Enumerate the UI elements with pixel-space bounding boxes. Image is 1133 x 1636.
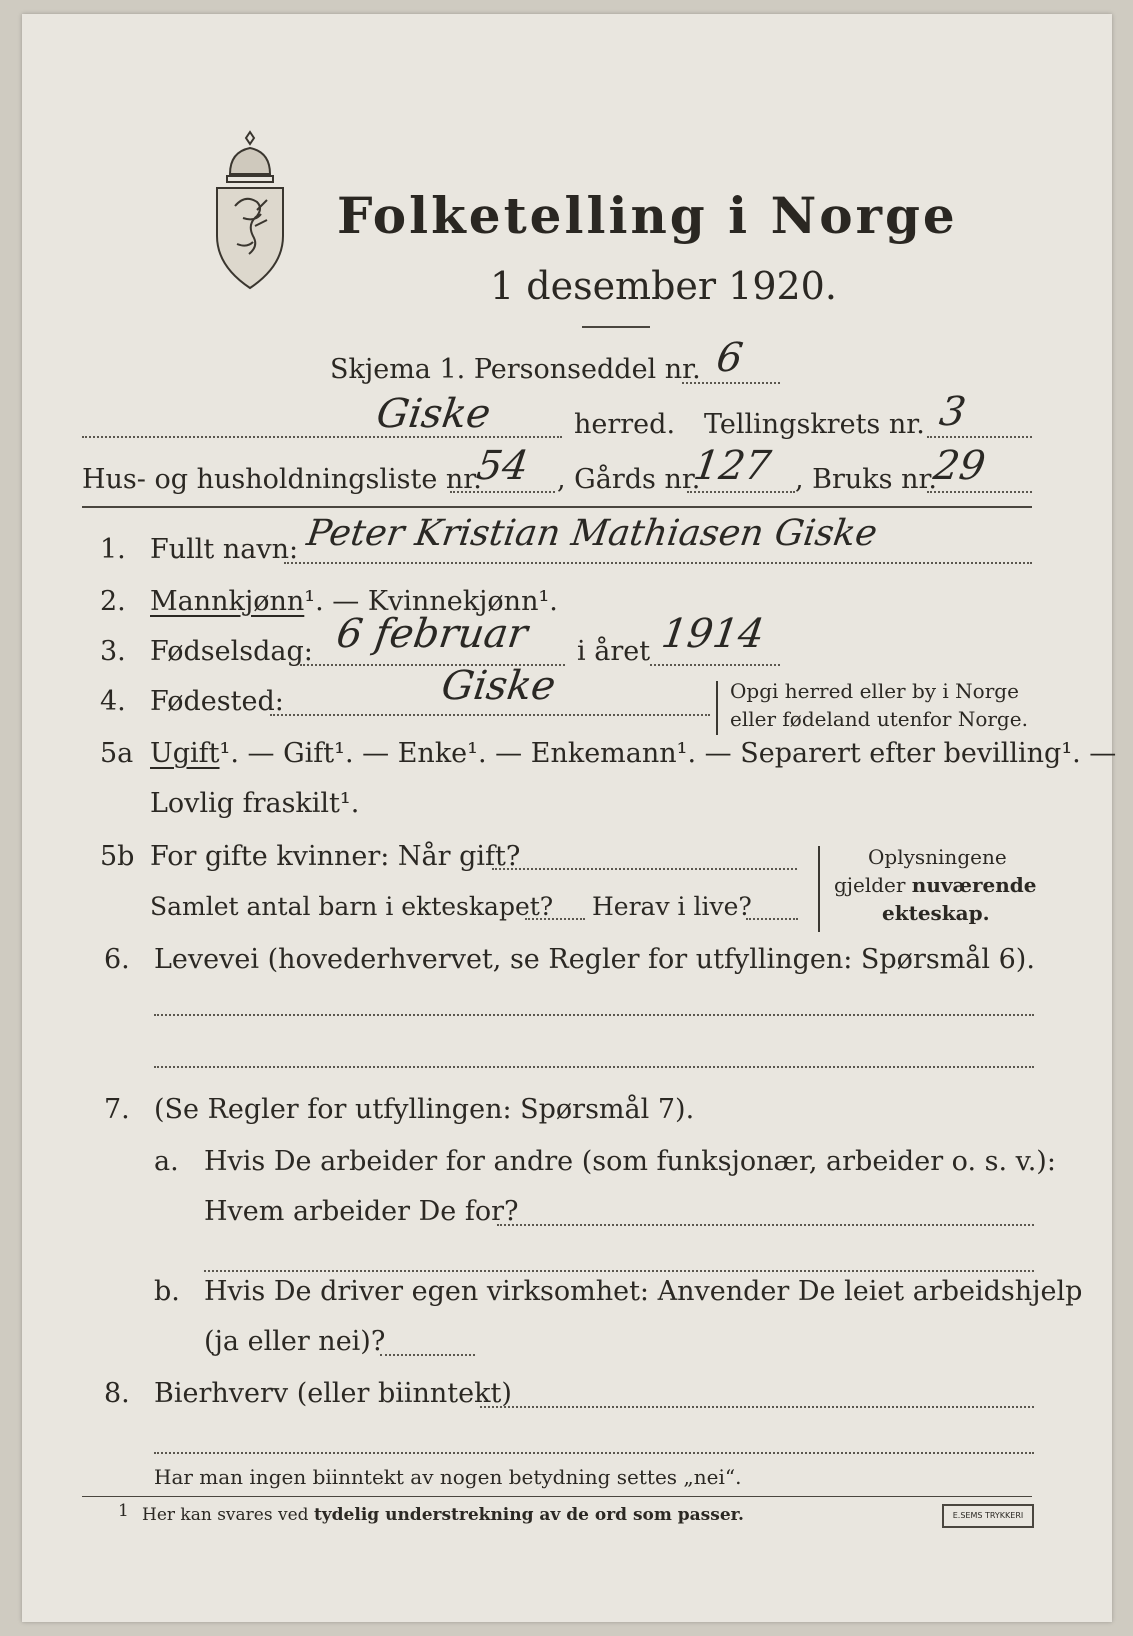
tellingskrets-label: Tellingskrets nr. bbox=[704, 409, 925, 440]
census-date: 1 desember 1920. bbox=[490, 264, 837, 308]
q7b-letter: b. bbox=[154, 1276, 180, 1307]
q7a-letter: a. bbox=[154, 1146, 179, 1177]
footer-divider bbox=[82, 1496, 1032, 1497]
q1-number: 1. bbox=[100, 534, 126, 565]
q6-number: 6. bbox=[104, 944, 130, 975]
q4-note-brace bbox=[716, 681, 718, 735]
bruks-label: , Bruks nr. bbox=[795, 464, 938, 495]
q5a-line2[interactable]: Lovlig fraskilt¹. bbox=[150, 788, 360, 819]
q3-year-label: i året bbox=[577, 636, 651, 667]
q5a-ugift-option[interactable]: Ugift bbox=[150, 738, 220, 769]
herred-label: herred. bbox=[574, 409, 676, 440]
census-form-sheet bbox=[22, 14, 1117, 1622]
q5b-alive-dotline[interactable] bbox=[746, 918, 798, 920]
q6-answer-line1[interactable] bbox=[154, 1014, 1034, 1016]
q8-number: 8. bbox=[104, 1378, 130, 1409]
q3-label: Fødselsdag: bbox=[150, 636, 313, 667]
q4-note-line1: Opgi herred eller by i Norge bbox=[730, 679, 1019, 703]
q8-answer-line2[interactable] bbox=[154, 1452, 1034, 1454]
q7b-line2: (ja eller nei)? bbox=[204, 1326, 386, 1357]
q3-year-value[interactable]: 1914 bbox=[658, 611, 768, 657]
title-divider bbox=[582, 326, 650, 328]
herred-dotline bbox=[82, 436, 562, 438]
q7a-answer-line2[interactable] bbox=[204, 1270, 1034, 1272]
q7a-line1: Hvis De arbeider for andre (som funksjonær, arbeider o. s. v.): bbox=[204, 1146, 1056, 1177]
q7b-answer-line[interactable] bbox=[380, 1354, 475, 1356]
q7b-line1: Hvis De driver egen virksomhet: Anvender De leiet arbeidshjelp bbox=[204, 1276, 1083, 1307]
q5b-note-line3: ekteskap. bbox=[882, 901, 990, 925]
q5a-marital-options bbox=[150, 738, 1116, 770]
q6-answer-line2[interactable] bbox=[154, 1066, 1034, 1068]
form-title: Folketelling i Norge bbox=[337, 186, 958, 245]
bruks-dotline bbox=[927, 491, 1032, 493]
footnote-text: Her kan svares ved tydelig understrekning av de ord som passer. bbox=[142, 1505, 744, 1525]
q4-label: Fødested: bbox=[150, 686, 284, 717]
header-divider bbox=[82, 506, 1032, 508]
q7a-line2: Hvem arbeider De for? bbox=[204, 1196, 519, 1227]
q4-birthplace-value[interactable]: Giske bbox=[438, 663, 559, 709]
q5b-line1: For gifte kvinner: Når gift? bbox=[150, 841, 521, 872]
q3-birthday-value[interactable]: 6 februar bbox=[333, 611, 531, 657]
husholdningsliste-dotline bbox=[450, 491, 555, 493]
q8-label: Bierhverv (eller biinntekt) bbox=[154, 1378, 512, 1409]
personseddel-dotline bbox=[682, 382, 780, 384]
q5a-number: 5a bbox=[100, 738, 134, 769]
q8-note: Har man ingen biinntekt av nogen betydning settes „nei“. bbox=[154, 1465, 742, 1489]
coat-of-arms-icon bbox=[205, 126, 295, 294]
q5b-line2b: Herav i live? bbox=[592, 892, 752, 921]
q5b-note-line2: gjelder nuværende bbox=[834, 873, 1037, 897]
q2-number: 2. bbox=[100, 586, 126, 617]
q5b-number: 5b bbox=[100, 841, 135, 872]
q2-male-option[interactable]: Mannkjønn bbox=[150, 586, 305, 617]
footnote-mark: 1 bbox=[118, 1501, 129, 1521]
q2-separator: ¹. — bbox=[304, 586, 368, 617]
tellingskrets-value[interactable]: 3 bbox=[936, 389, 969, 435]
husholdningsliste-label: Hus- og husholdningsliste nr. bbox=[82, 464, 482, 495]
personseddel-nr-value[interactable]: 6 bbox=[713, 335, 746, 381]
q8-answer-line1[interactable] bbox=[480, 1406, 1034, 1408]
q2-female-option[interactable]: Kvinnekjønn¹. bbox=[367, 586, 558, 617]
q3-year-dotline bbox=[650, 664, 780, 666]
skjema-label: Skjema 1. Personseddel nr. bbox=[330, 354, 701, 385]
q5a-other-options[interactable]: ¹. — Gift¹. — Enke¹. — Enkemann¹. — Separert efter bevilling¹. — bbox=[219, 738, 1117, 769]
q3-number: 3. bbox=[100, 636, 126, 667]
gards-value[interactable]: 127 bbox=[690, 443, 774, 489]
q4-note-line2: eller fødeland utenfor Norge. bbox=[730, 707, 1028, 731]
herred-value[interactable]: Giske bbox=[373, 391, 494, 437]
q7-label: (Se Regler for utfyllingen: Spørsmål 7). bbox=[154, 1094, 695, 1125]
q1-label: Fullt navn: bbox=[150, 534, 299, 565]
bruks-value[interactable]: 29 bbox=[930, 443, 989, 489]
q5b-line2a: Samlet antal barn i ekteskapet? bbox=[150, 892, 554, 921]
tellingskrets-dotline bbox=[927, 436, 1032, 438]
q5b-note-brace bbox=[818, 846, 820, 932]
q1-full-name-value[interactable]: Peter Kristian Mathiasen Giske bbox=[304, 513, 880, 554]
q5b-children-dotline[interactable] bbox=[525, 918, 585, 920]
q6-label: Levevei (hovederhvervet, se Regler for utfyllingen: Spørsmål 6). bbox=[154, 944, 1035, 975]
gards-label: , Gårds nr. bbox=[557, 464, 701, 495]
q1-dotline bbox=[284, 562, 1032, 564]
q7a-answer-line1[interactable] bbox=[497, 1224, 1034, 1226]
husholdningsliste-value[interactable]: 54 bbox=[473, 443, 532, 489]
gards-dotline bbox=[687, 491, 795, 493]
q5b-note-line1: Oplysningene bbox=[868, 845, 1007, 869]
printer-stamp: E.SEMS TRYKKERI bbox=[942, 1504, 1034, 1528]
q4-dotline bbox=[270, 714, 710, 716]
q7-number: 7. bbox=[104, 1094, 130, 1125]
q4-number: 4. bbox=[100, 686, 126, 717]
q5b-married-dotline[interactable] bbox=[492, 868, 797, 870]
